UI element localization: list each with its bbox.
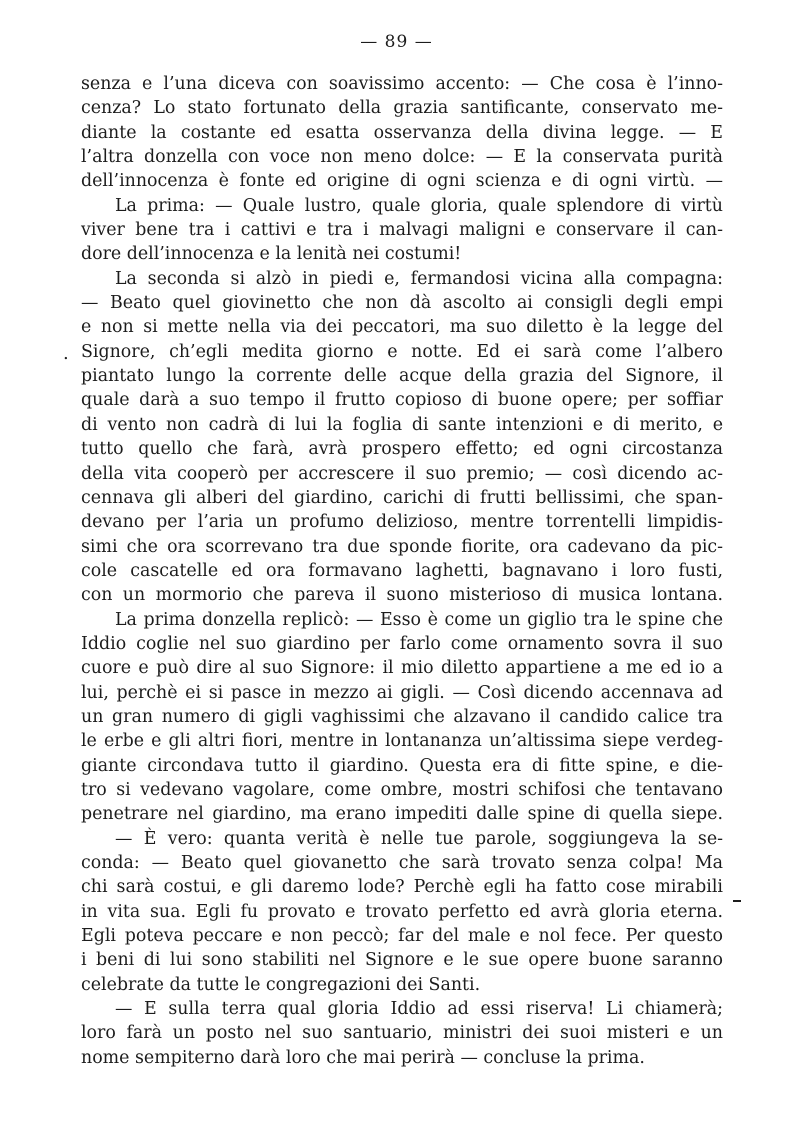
text-line: loro farà un posto nel suo santuario, ministri dei suoi misteri e un [81,1023,723,1044]
text-line: simi che ora scorrevano tra due sponde fiorite, ora cadevano da pic- [81,536,723,557]
body-text [81,72,723,1070]
text-line: Egli poteva peccare e non peccò; far del male e nol fece. Per questo [81,926,723,947]
text-line: i beni di lui sono stabiliti nel Signore e le sue opere buone saranno [81,950,723,971]
text-line: Iddio coglie nel suo giardino per farlo come ornamento sovra il suo [81,633,723,654]
text-line: penetrare nel giardino, ma erano impediti dalle spine di quella siepe. [81,804,723,825]
text-line: di vento non cadrà di lui la foglia di sante intenzioni e di merito, e [81,414,723,435]
margin-mark: . [63,343,69,364]
text-line: cenza? Lo stato fortunato della grazia santificante, conservato me- [81,98,723,119]
text-line: dell’innocenza è fonte ed origine di ogni scienza e di ogni virtù. — [81,171,723,192]
text-line: l’altra donzella con voce non meno dolce: — E la conservata purità [81,147,723,168]
text-line: quale darà a suo tempo il frutto copioso di buone opere; per soffiar [81,390,723,411]
text-line: senza e l’una diceva con soavissimo accento: — Che cosa è l’inno- [81,74,723,94]
text-line: dore dell’innocenza e la lenità nei costumi! [81,244,462,265]
text-line: cole cascatelle ed ora formavano laghetti, bagnavano i loro fusti, [81,560,723,581]
text-line: tutto quello che farà, avrà prospero effetto; ed ogni circostanza [81,439,723,460]
margin-mark [733,900,741,902]
text-line: lui, perchè ei si pasce in mezzo ai gigli. — Così dicendo accennava ad [81,682,723,703]
text-line: La prima donzella replicò: — Esso è come un giglio tra le spine che [115,609,723,630]
text-line: con un mormorio che pareva il suono misterioso di musica lontana. [81,585,723,606]
text-line: giante circondava tutto il giardino. Questa era di fitte spine, e die- [81,755,723,776]
text-line: le erbe e gli altri fiori, mentre in lontananza un’altissima siepe verdeg- [81,731,723,752]
text-line: in vita sua. Egli fu provato e trovato perfetto ed avrà gloria eterna. [81,901,723,922]
text-line: — Beato quel giovinetto che non dà ascolto ai consigli degli empi [81,293,723,314]
text-line: piantato lungo la corrente delle acque della grazia del Signore, il [81,366,723,387]
text-line: celebrate da tutte le congregazioni dei Santi. [81,974,481,995]
text-line: La prima: — Quale lustro, quale gloria, quale splendore di virtù [115,195,723,216]
text-line: chi sarà costui, e gli daremo lode? Perchè egli ha fatto cose mirabili [81,877,723,898]
text-line: un gran numero di gigli vaghissimi che alzavano il candido calice tra [81,706,723,727]
text-line: diante la costante ed esatta osservanza della divina legge. — E [81,122,723,143]
text-line: — È vero: quanta verità è nelle tue parole, soggiungeva la se- [115,828,723,849]
text-line: Signore, ch’egli medita giorno e notte. Ed ei sarà come l’albero [81,341,723,362]
text-line: conda: — Beato quel giovanetto che sarà trovato senza colpa! Ma [81,853,723,873]
text-line: La seconda si alzò in piedi e, fermandosi vicina alla compagna: [115,268,723,289]
text-line: devano per l’aria un profumo delizioso, mentre torrentelli limpidis- [81,512,723,533]
text-line: della vita cooperò per accrescere il suo premio; — così dicendo ac- [81,463,723,484]
text-line: viver bene tra i cattivi e tra i malvagi maligni e conservare il can- [81,220,723,241]
text-line: cennava gli alberi del giardino, carichi di frutti bellissimi, che span- [81,487,723,508]
text-line: e non si mette nella via dei peccatori, ma suo diletto è la legge del [81,317,723,338]
text-line: tro si vedevano vagolare, come ombre, mostri schifosi che tentavano [81,779,723,800]
text-line: nome sempiterno darà loro che mai perirà — concluse la prima. [81,1047,645,1068]
text-line: cuore e può dire al suo Signore: il mio diletto appartiene a me ed io a [81,658,723,679]
page-number: — 89 — [360,32,433,52]
text-line: — E sulla terra qual gloria Iddio ad essi riserva! Li chiamerà; [115,999,723,1020]
